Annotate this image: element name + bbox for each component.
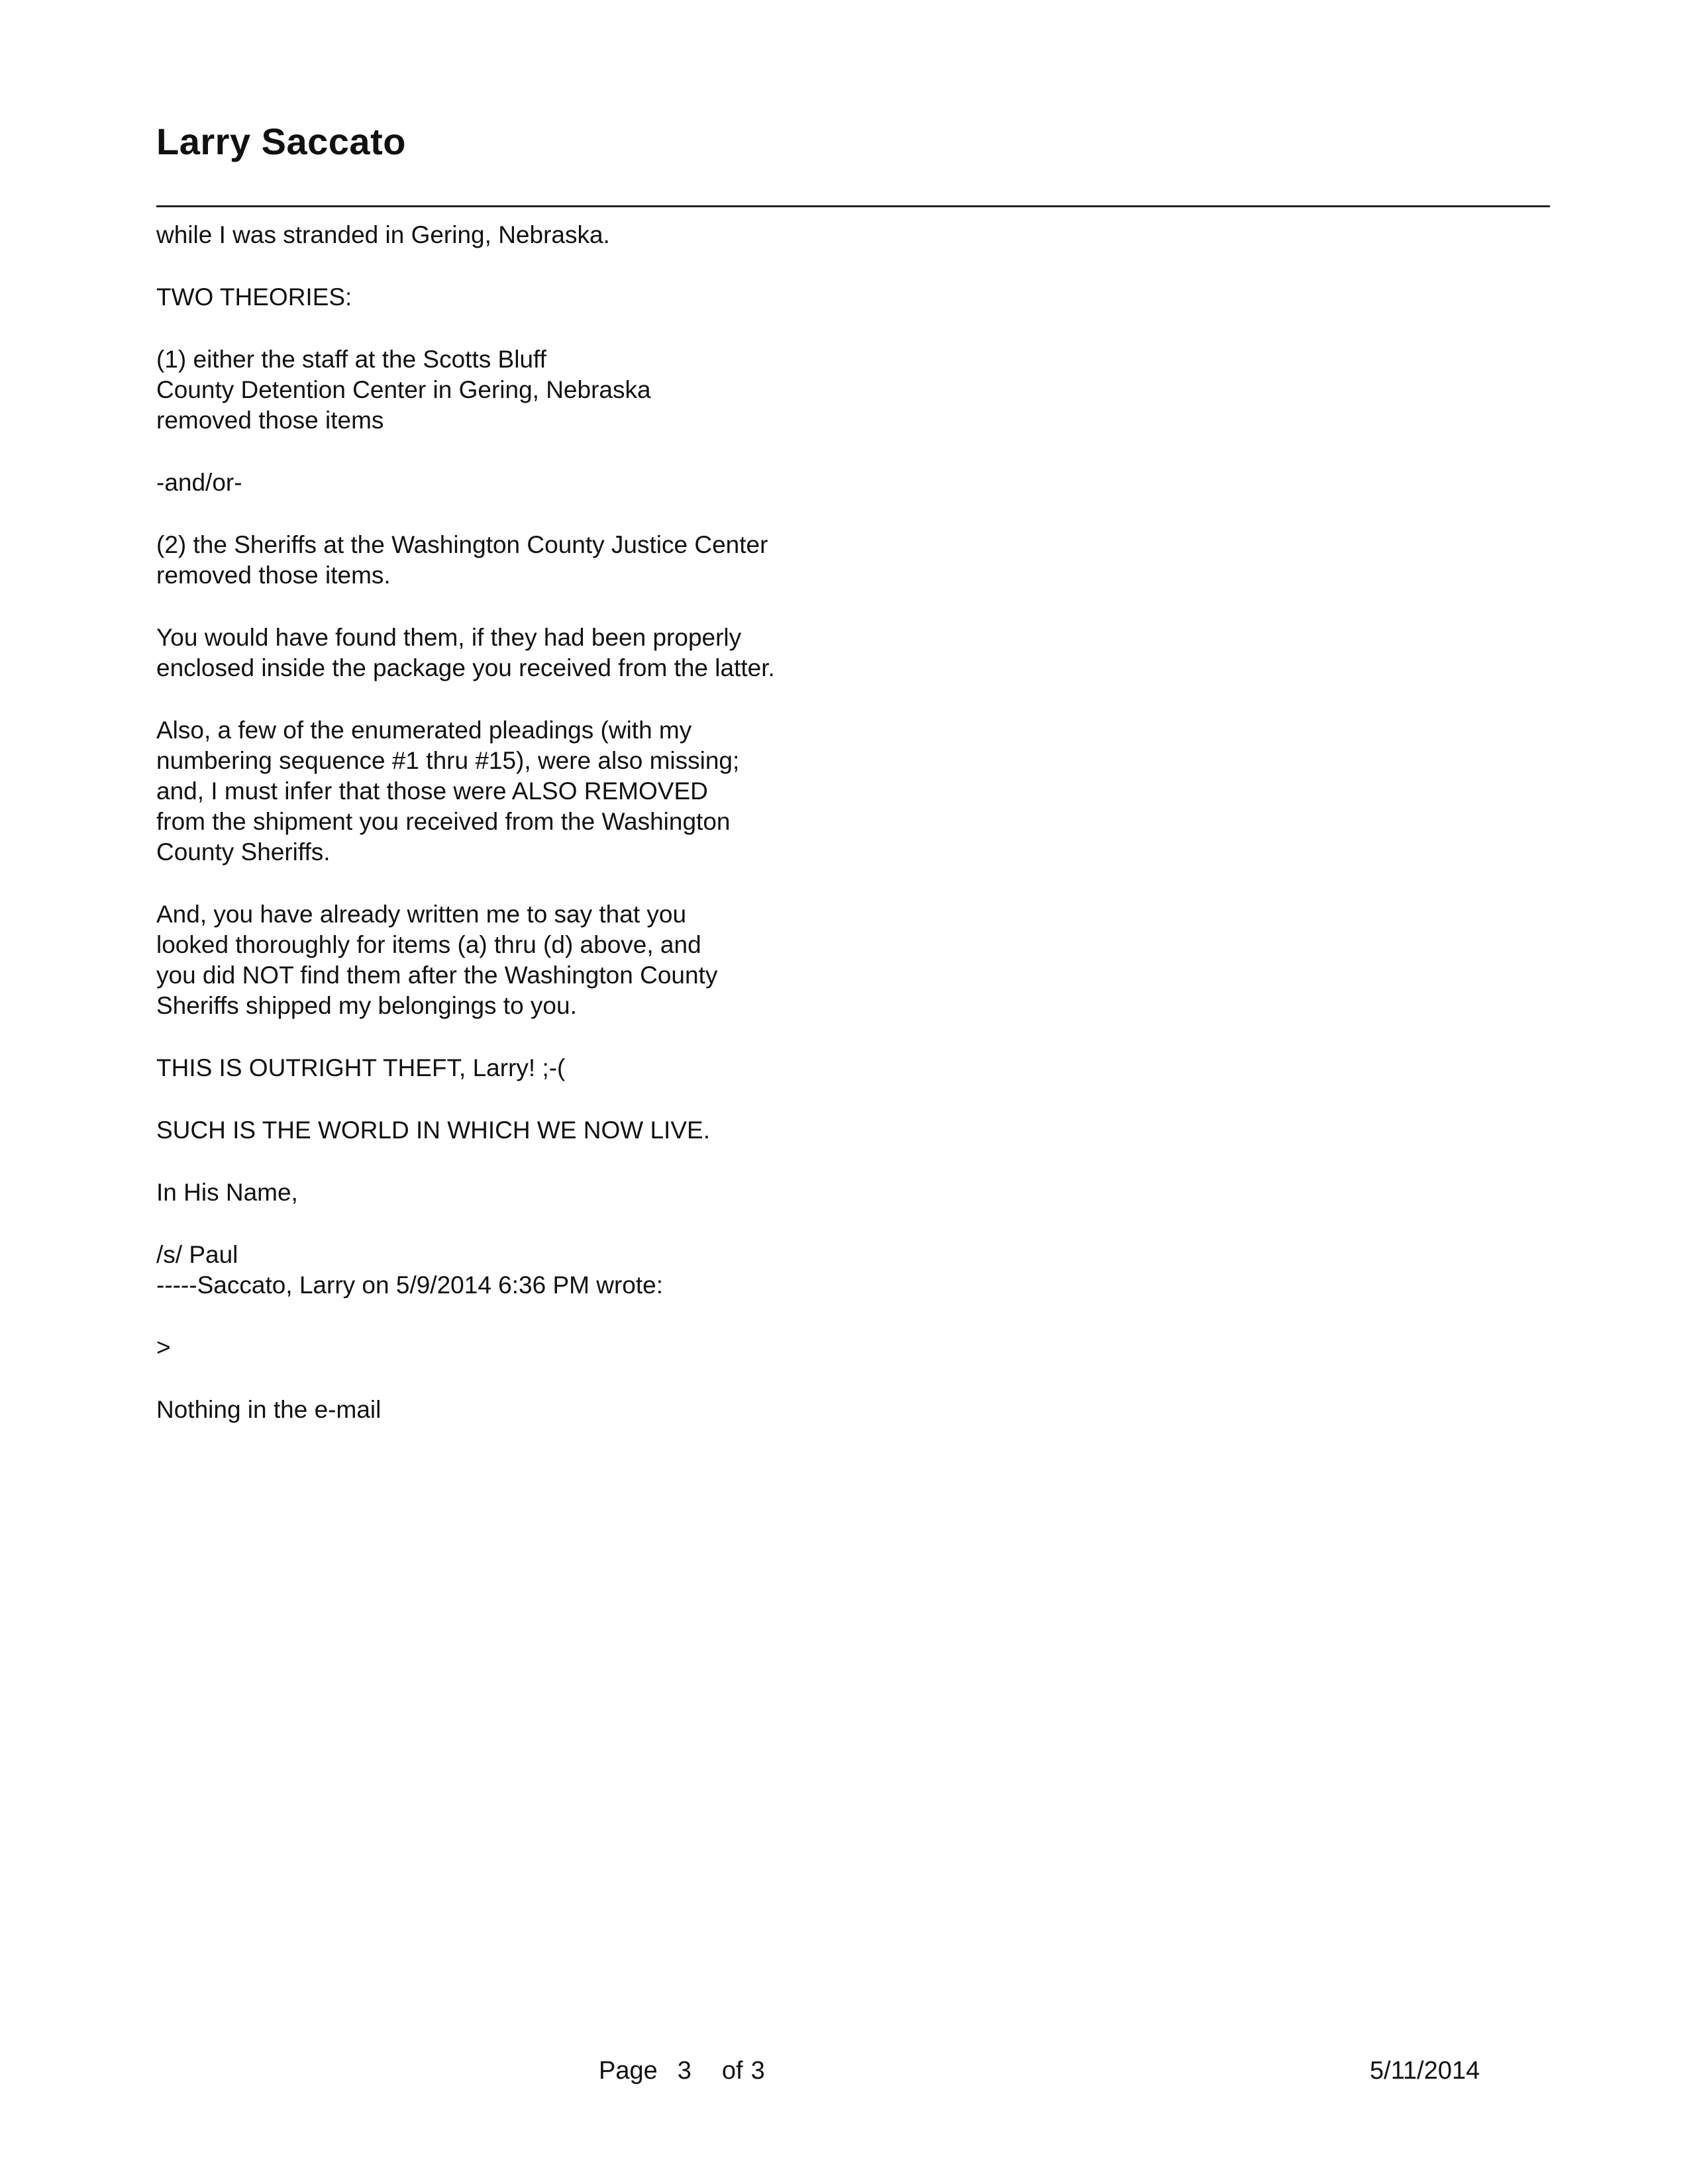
header-divider	[156, 205, 1550, 207]
text-line: SUCH IS THE WORLD IN WHICH WE NOW LIVE.	[156, 1117, 710, 1144]
text-line: you did NOT find them after the Washington County	[156, 962, 718, 989]
quoted-header-line: -----Saccato, Larry on 5/9/2014 6:36 PM wrote:	[156, 1271, 664, 1299]
text-line: Also, a few of the enumerated pleadings (with my	[156, 717, 692, 744]
text-line: County Sheriffs.	[156, 838, 331, 866]
text-line: and, I must infer that those were ALSO REMOVED	[156, 777, 708, 805]
text-line: looked thoroughly for items (a) thru (d) above, and	[156, 931, 701, 958]
page-label: Page	[599, 2057, 658, 2085]
paragraph-and-or	[156, 468, 1084, 498]
text-line: from the shipment you received from the Washington	[156, 808, 731, 835]
page-indicator	[599, 2058, 765, 2083]
quote-marker: >	[156, 1334, 171, 1361]
text-line: removed those items	[156, 407, 384, 434]
text-line: Sheriffs shipped my belongings to you.	[156, 992, 577, 1019]
paragraph-theory-one	[156, 344, 1084, 436]
paragraph-two-theories	[156, 282, 1084, 313]
paragraph-outright-theft	[156, 1053, 1084, 1083]
text-line: (2) the Sheriffs at the Washington County Justice Center	[156, 531, 768, 558]
paragraph-found-them	[156, 622, 1084, 683]
text-line: TWO THEORIES:	[156, 283, 352, 311]
text-line: enclosed inside the package you received from the latter.	[156, 654, 775, 681]
email-body	[156, 220, 1084, 1425]
page-number: 3	[677, 2057, 691, 2085]
text-line: Nothing in the e-mail	[156, 1396, 382, 1423]
text-line: removed those items.	[156, 562, 391, 589]
paragraph-theory-two	[156, 530, 1084, 591]
text-line: (1) either the staff at the Scotts Bluff	[156, 346, 546, 373]
signature-line: /s/ Paul	[156, 1241, 238, 1268]
of-label: of	[721, 2057, 743, 2085]
text-line: And, you have already written me to say that you	[156, 901, 687, 928]
paragraph-world	[156, 1115, 1084, 1146]
paragraph-stranded	[156, 220, 1084, 250]
paragraph-signature	[156, 1240, 1084, 1301]
page-title: Larry Saccato	[156, 121, 406, 162]
paragraph-quoted-text	[156, 1395, 1084, 1425]
text-line: County Detention Center in Gering, Nebraska	[156, 376, 651, 403]
page-total: 3	[750, 2057, 765, 2085]
text-line: In His Name,	[156, 1179, 298, 1206]
paragraph-already-written	[156, 899, 1084, 1021]
text-line: -and/or-	[156, 469, 242, 496]
text-line: THIS IS OUTRIGHT THEFT, Larry! ;-(	[156, 1054, 566, 1081]
text-line: numbering sequence #1 thru #15), were also missing;	[156, 747, 740, 774]
paragraph-quote-marker	[156, 1332, 1084, 1363]
paragraph-closing	[156, 1177, 1084, 1208]
footer-date: 5/11/2014	[1370, 2057, 1480, 2085]
text-line: You would have found them, if they had been properly	[156, 624, 742, 651]
text-line: while I was stranded in Gering, Nebraska.	[156, 221, 610, 248]
paragraph-pleadings-missing	[156, 715, 1084, 868]
